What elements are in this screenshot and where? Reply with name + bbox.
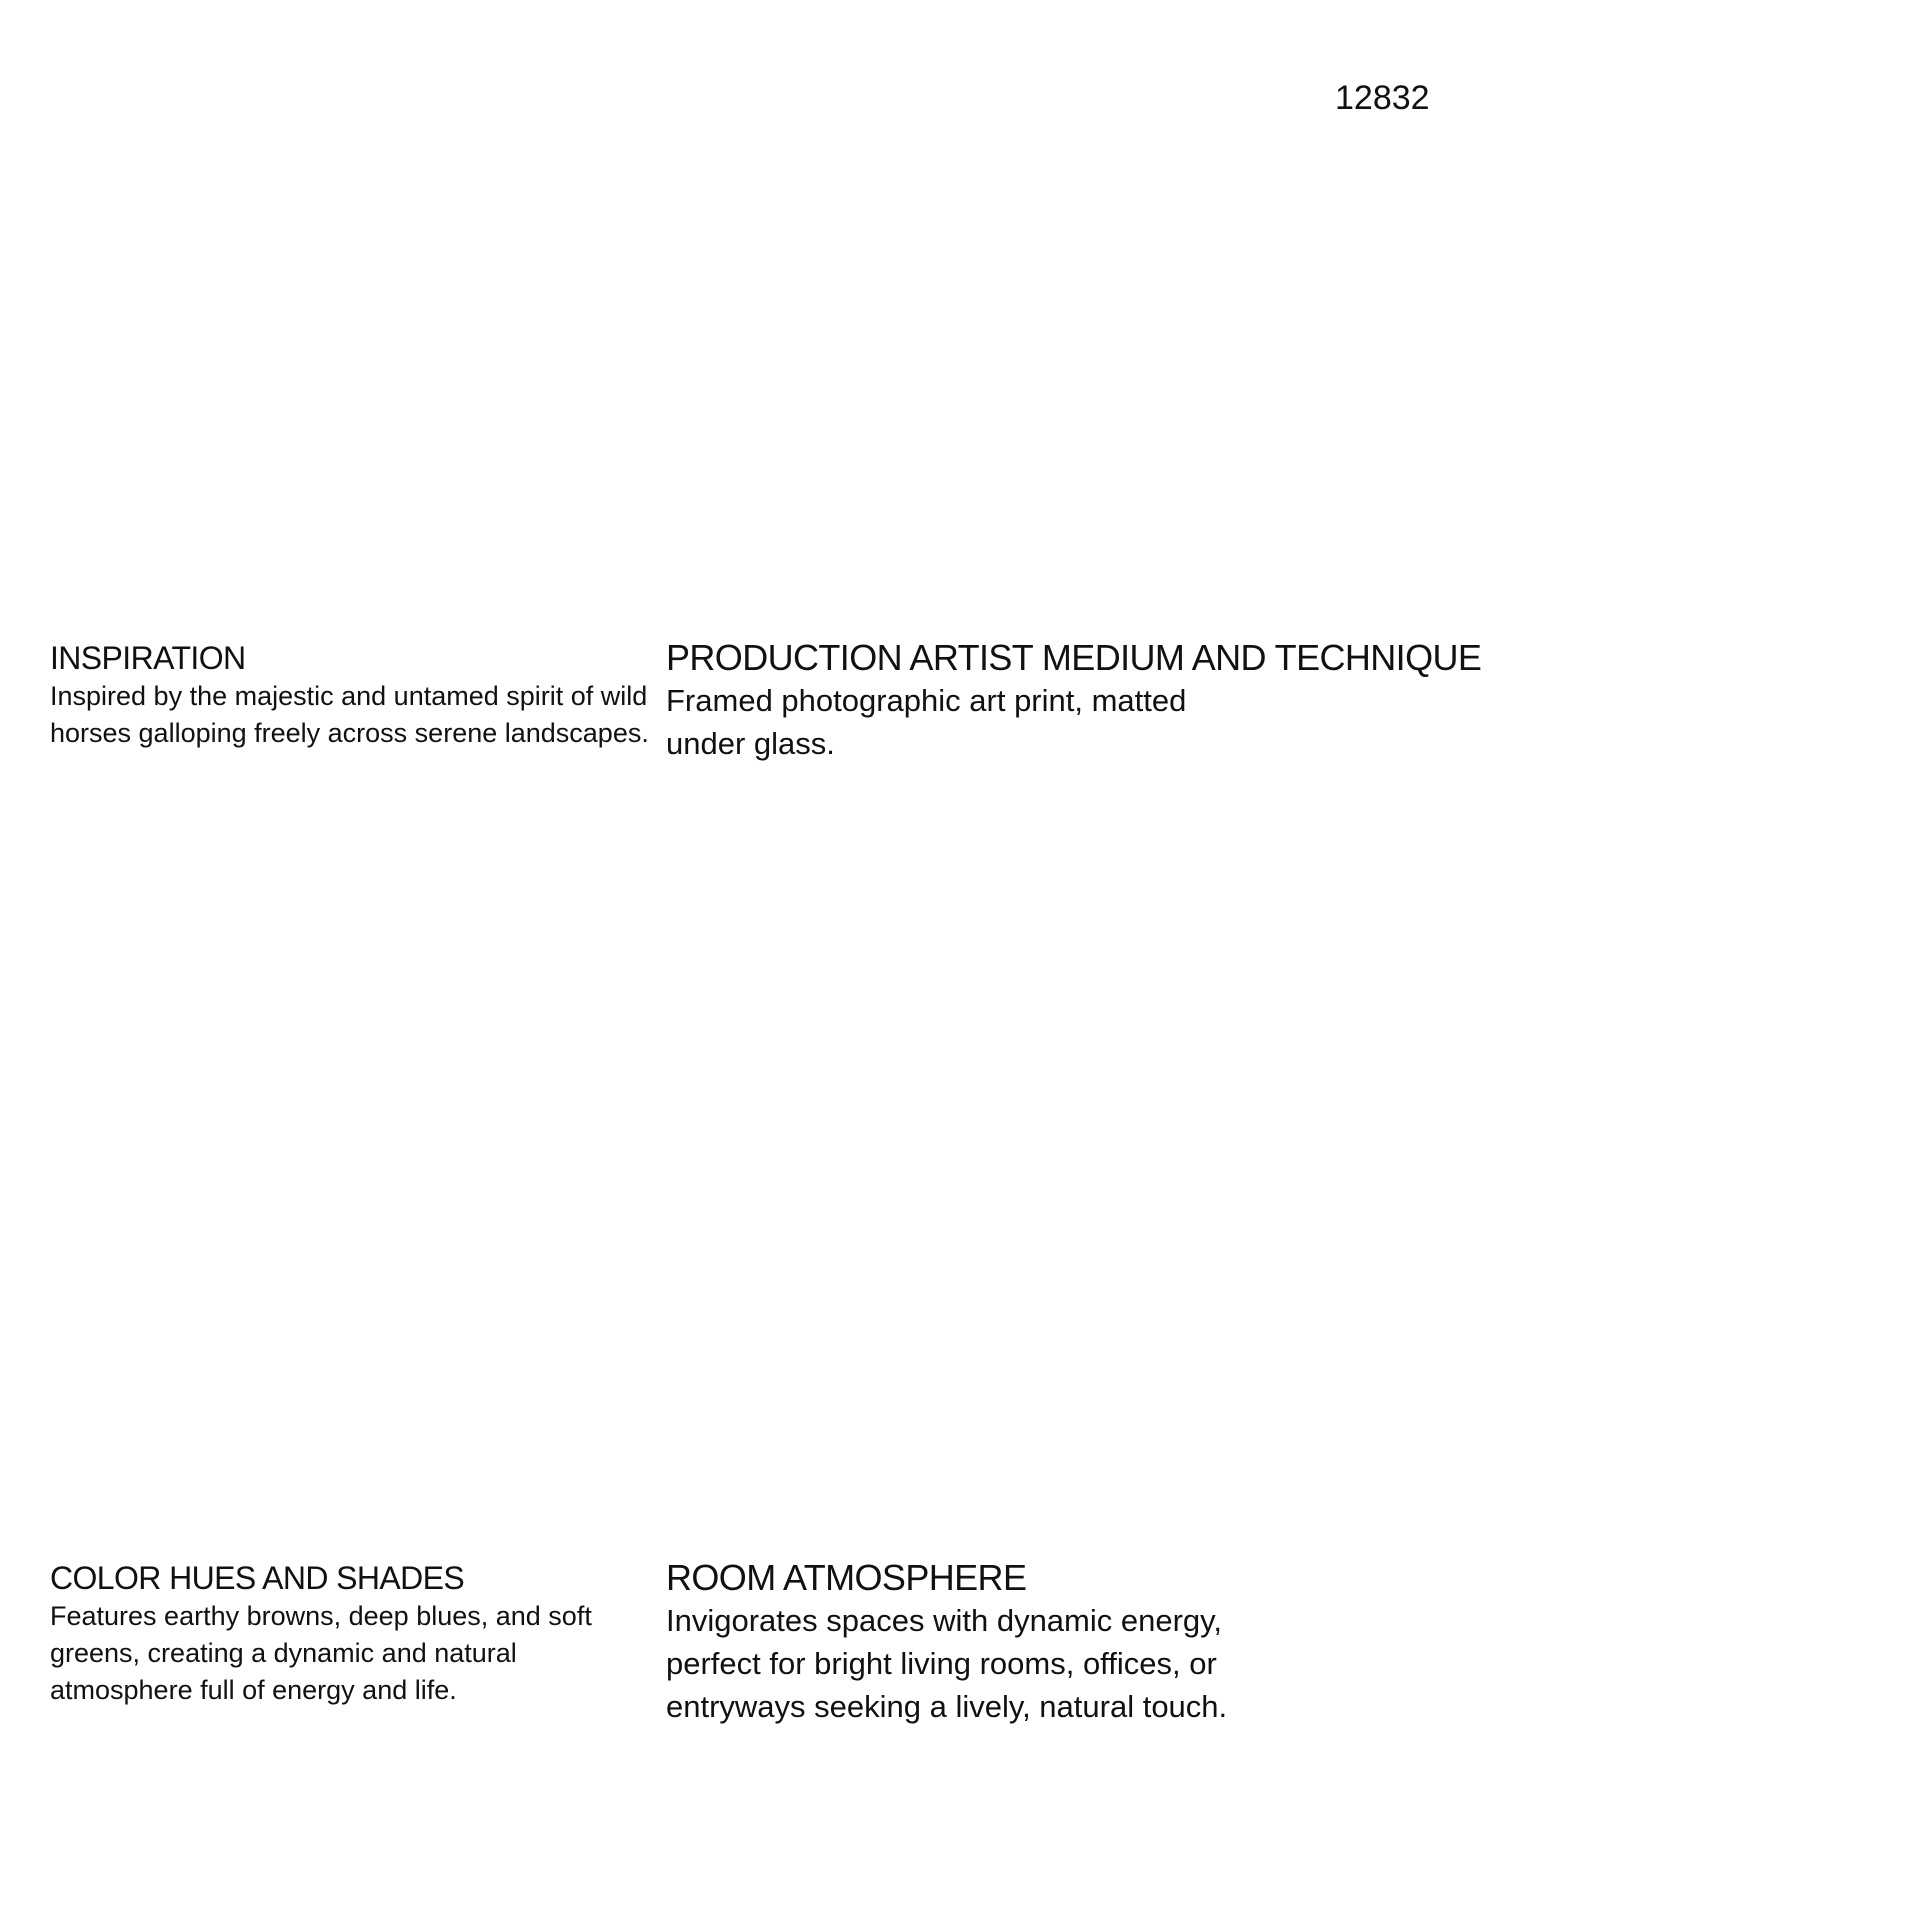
color-section	[50, 1558, 650, 1709]
inspiration-heading: INSPIRATION	[50, 640, 246, 676]
production-text: Framed photographic art print, matted under glass.	[666, 683, 1187, 761]
product-code: 12832	[1335, 79, 1430, 117]
room-atmosphere-text: Invigorates spaces with dynamic energy, perfect for bright living rooms, offices, or entryways seeking a lively, natural touch.	[666, 1603, 1228, 1724]
color-heading: COLOR HUES AND SHADES	[50, 1560, 465, 1596]
room-atmosphere-section	[666, 1557, 1446, 1728]
inspiration-text: Inspired by the majestic and untamed spirit of wild horses galloping freely across serene landscapes.	[50, 681, 649, 748]
room-atmosphere-heading: ROOM ATMOSPHERE	[666, 1557, 1027, 1598]
production-heading: PRODUCTION ARTIST MEDIUM AND TECHNIQUE	[666, 637, 1482, 678]
color-text: Features earthy browns, deep blues, and soft greens, creating a dynamic and natural atmosphere full of energy and life.	[50, 1601, 592, 1705]
production-section	[666, 637, 1482, 765]
inspiration-section	[50, 638, 650, 752]
